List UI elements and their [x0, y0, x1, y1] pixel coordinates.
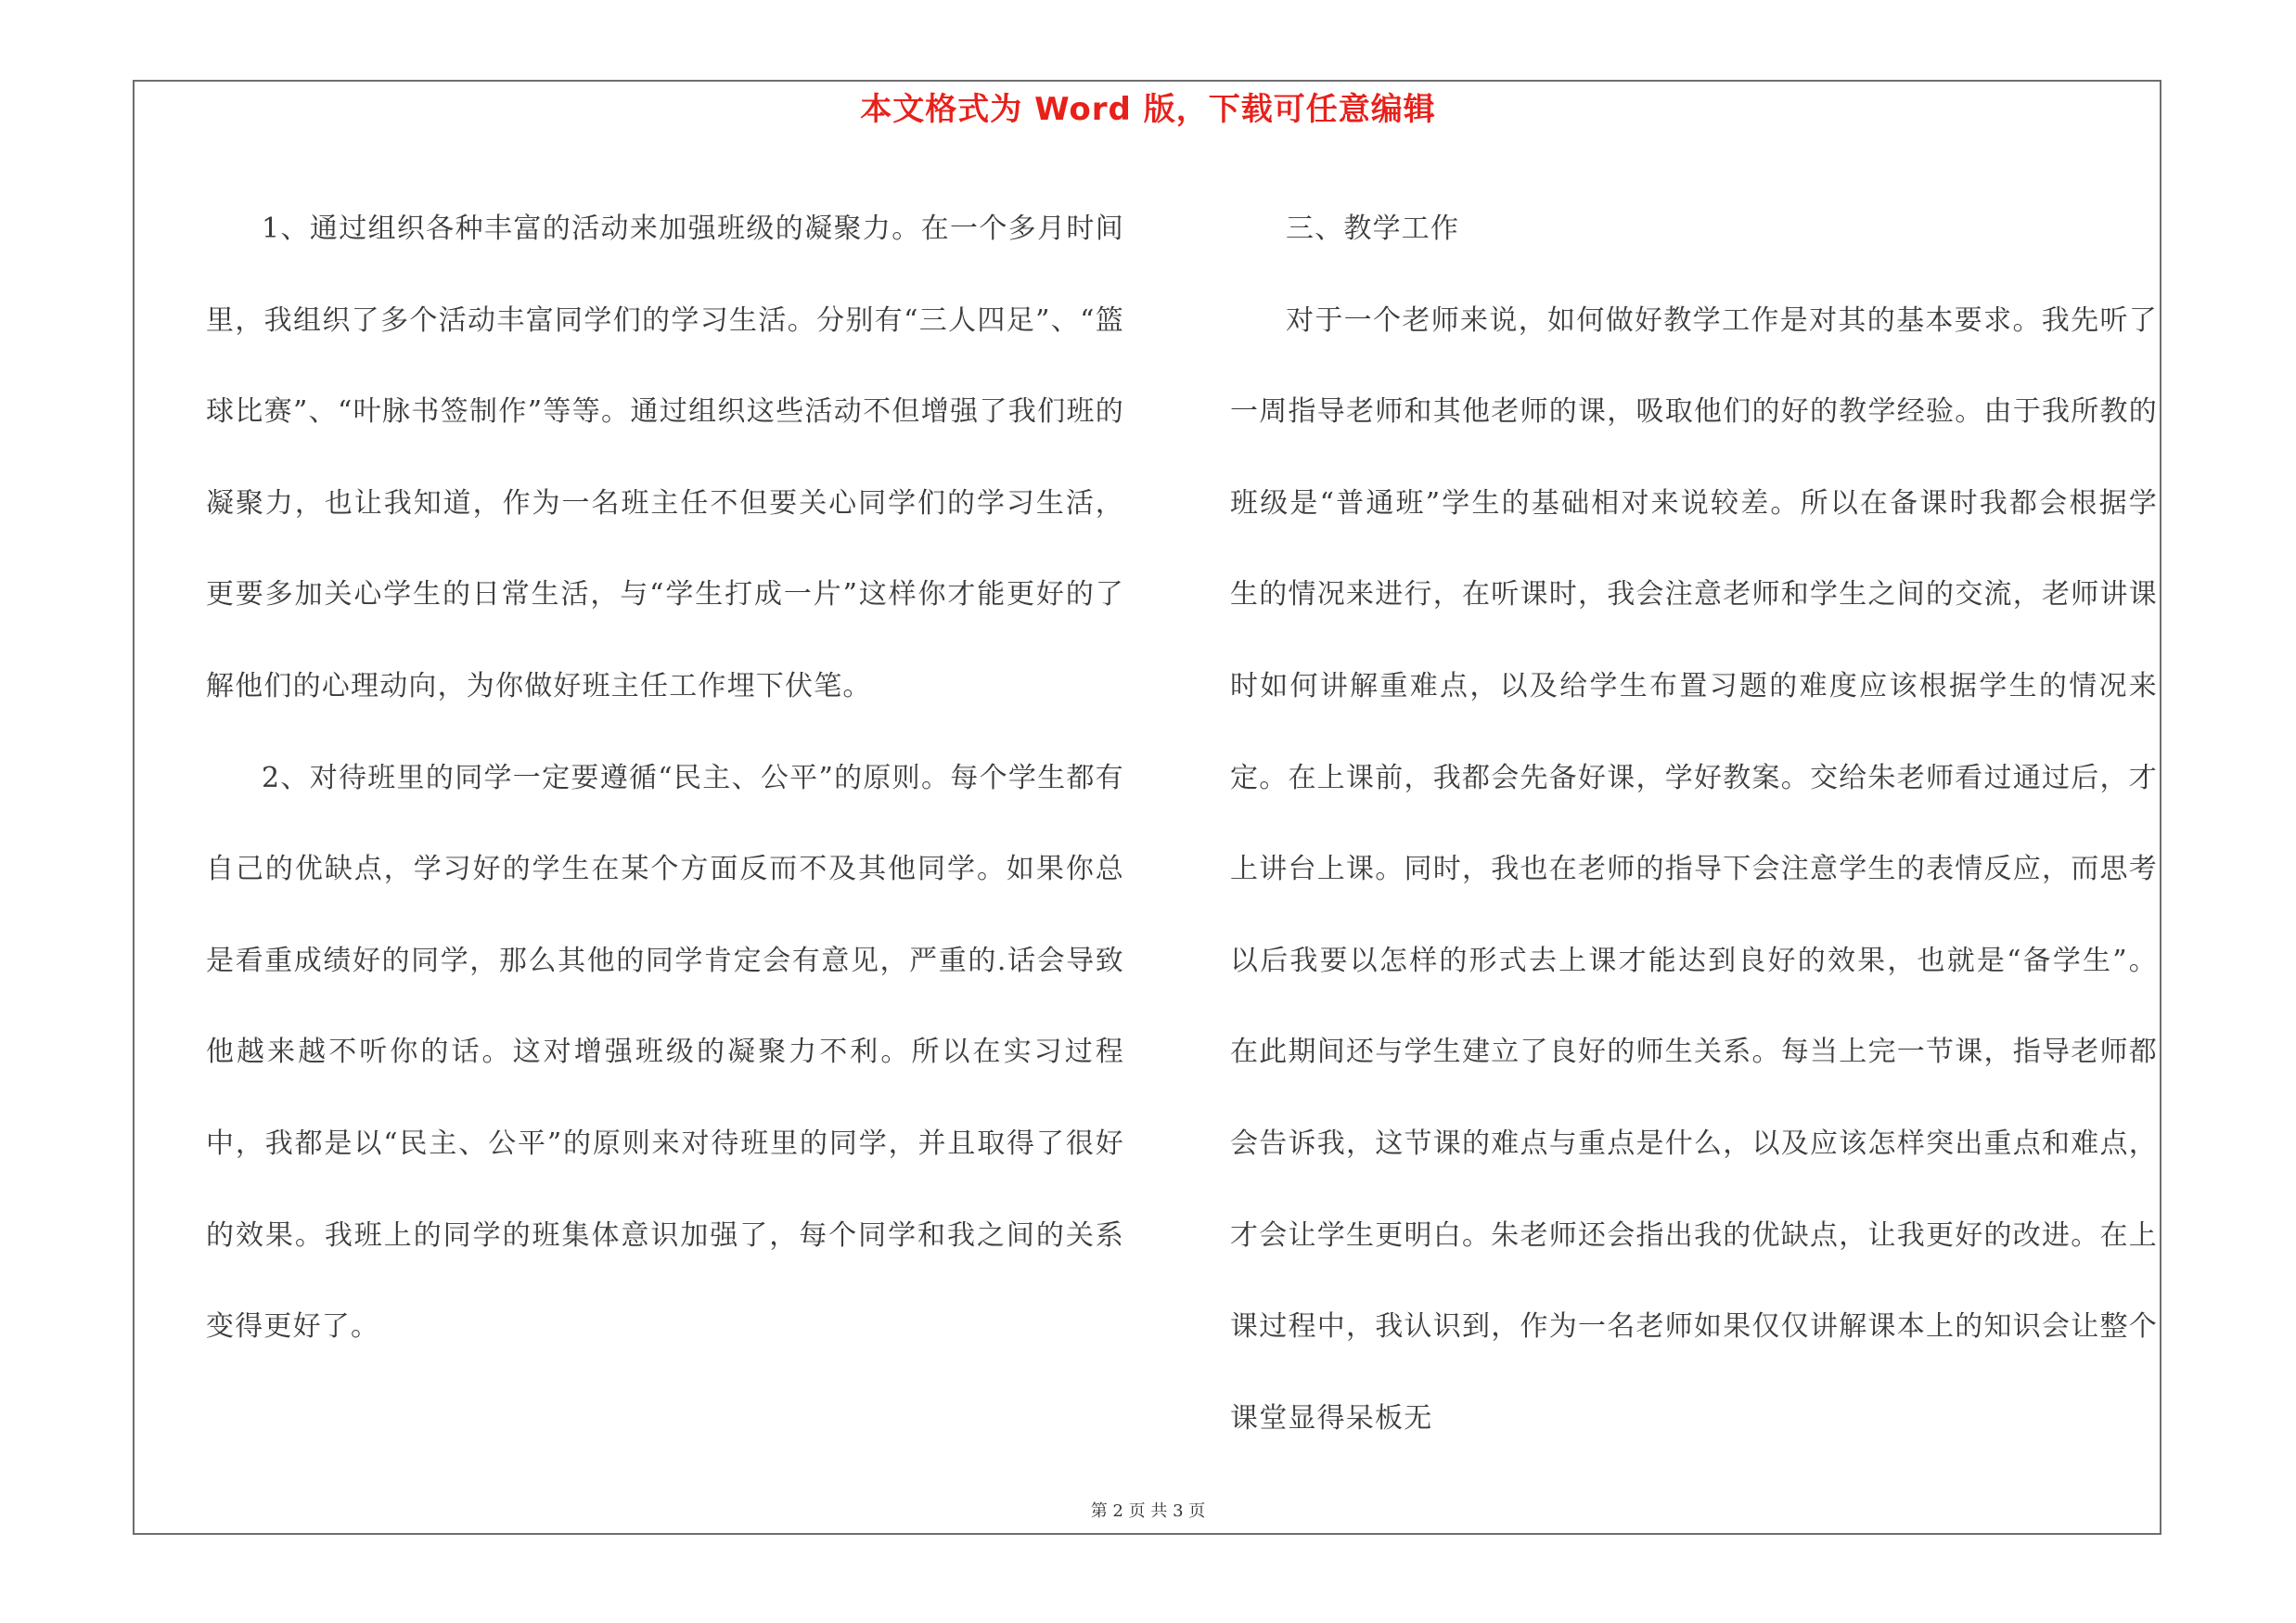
section-heading: 三、教学工作 [1286, 213, 1460, 245]
format-banner: 本文格式为 Word 版，下载可任意编辑 [860, 91, 1436, 128]
left-column [206, 184, 1124, 1373]
paragraph: 对于一个老师来说，如何做好教学工作是对其的基本要求。我先听了一周指导老师和其他老师的课，吸取他们的好的教学经验。由于我所教的班级是“普通班”学生的基础相对来说较差。所以在备课时我都会根据学生的情况来进行，在听课时，我会注意老师和学生之间的交流，老师讲课时如何讲解重难点，以及给学生布置习题的难度应该根据学生的情况来定。在上课前，我都会先备好课，学好教案。交给朱老师看过通过后，才上讲台上课。同时，我也在老师的指导下会注意学生的表情反应，而思考以后我要以怎样的形式去上课才能达到良好的效果，也就是“备学生”。在此期间还与学生建立了良好的师生关系。每当上完一节课，指导老师都会告诉我，这节课的难点与重点是什么，以及应该怎样突出重点和难点，才会让学生更明白。朱老师还会指出我的优缺点，让我更好的改进。在上课过程中，我认识到，作为一名老师如果仅仅讲解课本上的知识会让整个课堂显得呆板无 [1230, 303, 2158, 1435]
paragraph: 2、对待班里的同学一定要遵循“民主、公平”的原则。每个学生都有自己的优缺点，学习好的学生在某个方面反而不及其他同学。如果你总是看重成绩好的同学，那么其他的同学肯定会有意见，严重的.话会导致他越来越不听你的话。这对增强班级的凝聚力不利。所以在实习过程中，我都是以“民主、公平”的原则来对待班里的同学，并且取得了很好的效果。我班上的同学的班集体意识加强了，每个同学和我之间的关系变得更好了。 [206, 761, 1124, 1344]
right-column [1230, 184, 2158, 1464]
page-number: 第 2 页 共 3 页 [1090, 1501, 1206, 1521]
paragraph: 1、通过组织各种丰富的活动来加强班级的凝聚力。在一个多月时间里，我组织了多个活动丰富同学们的学习生活。分别有“三人四足”、“篮球比赛”、“叶脉书签制作”等等。通过组织这些活动不但增强了我们班的凝聚力，也让我知道，作为一名班主任不但要关心同学们的学习生活，更要多加关心学生的日常生活，与“学生打成一片”这样你才能更好的了解他们的心理动向，为你做好班主任工作埋下伏笔。 [206, 213, 1124, 702]
